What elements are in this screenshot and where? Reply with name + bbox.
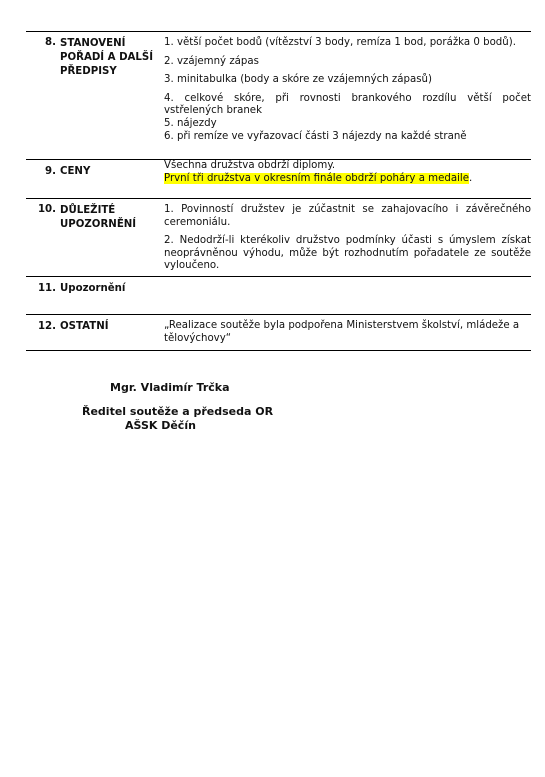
section-title: Upozornění (60, 283, 126, 294)
section-row-10 (26, 199, 531, 277)
section-row-8 (26, 32, 531, 160)
list-item: 2. Nedodrží-li kterékoliv družstvo podmínky účasti s úmyslem získat neoprávněnou výhodu, může být rozhodnutím pořadatele ze soutěže vyloučeno. (164, 235, 531, 272)
list-item: 1. větší počet bodů (vítězství 3 body, remíza 1 bod, porážka 0 bodů). (164, 37, 516, 48)
section-number: 8. (45, 37, 56, 48)
support-note: „Realizace soutěže byla podpořena Ministerstvem školství, mládeže a tělovýchovy“ (164, 320, 520, 344)
section-title: OSTATNÍ (60, 321, 109, 332)
section-row-9 (26, 160, 531, 199)
prizes-text: Všechna družstva obdrží diplomy. (164, 160, 336, 171)
section-title: DŮLEŽITÉ UPOZORNĚNÍ (60, 205, 137, 230)
section-body (162, 199, 531, 277)
rules-table (26, 31, 531, 351)
section-body (162, 277, 531, 315)
section-body (162, 32, 531, 160)
list-item: 3. minitabulka (body a skóre ze vzájemných zápasů) (164, 74, 432, 86)
list-item: 6. při remíze ve vyřazovací části 3 nájezdy na každé straně (164, 130, 467, 142)
section-row-11 (26, 277, 531, 315)
signature-role-line1: Ředitel soutěže a předseda OR (82, 405, 274, 418)
list-item: 1. Povinností družstev je zúčastnit se zahajovacího i závěrečného ceremoniálu. (164, 204, 531, 228)
list-item: 4. celkové skóre, při rovnosti brankového rozdílu větší počet vstřelených branek (164, 92, 531, 117)
section-title: STANOVENÍ POŘADÍ A DALŠÍ PŘEDPISY (60, 38, 154, 77)
section-number: 10. (37, 204, 56, 215)
highlighted-text: První tři družstva v okresním finále obdrží poháry a medaile (164, 172, 470, 184)
section-title: CENY (60, 166, 91, 177)
list-item: 5. nájezdy (164, 117, 217, 129)
section-body (162, 315, 531, 351)
section-number: 12. (37, 321, 56, 332)
signature-name: Mgr. Vladimír Trčka (110, 381, 230, 394)
section-row-12 (26, 315, 531, 351)
section-body (162, 160, 531, 199)
highlight-line-end: . (469, 172, 473, 184)
list-item: 2. vzájemný zápas (164, 55, 259, 67)
section-number: 11. (37, 283, 56, 294)
prizes-highlight-line (164, 173, 531, 186)
section-number: 9. (45, 166, 56, 177)
signature-role-line2: AŠSK Děčín (125, 419, 196, 432)
